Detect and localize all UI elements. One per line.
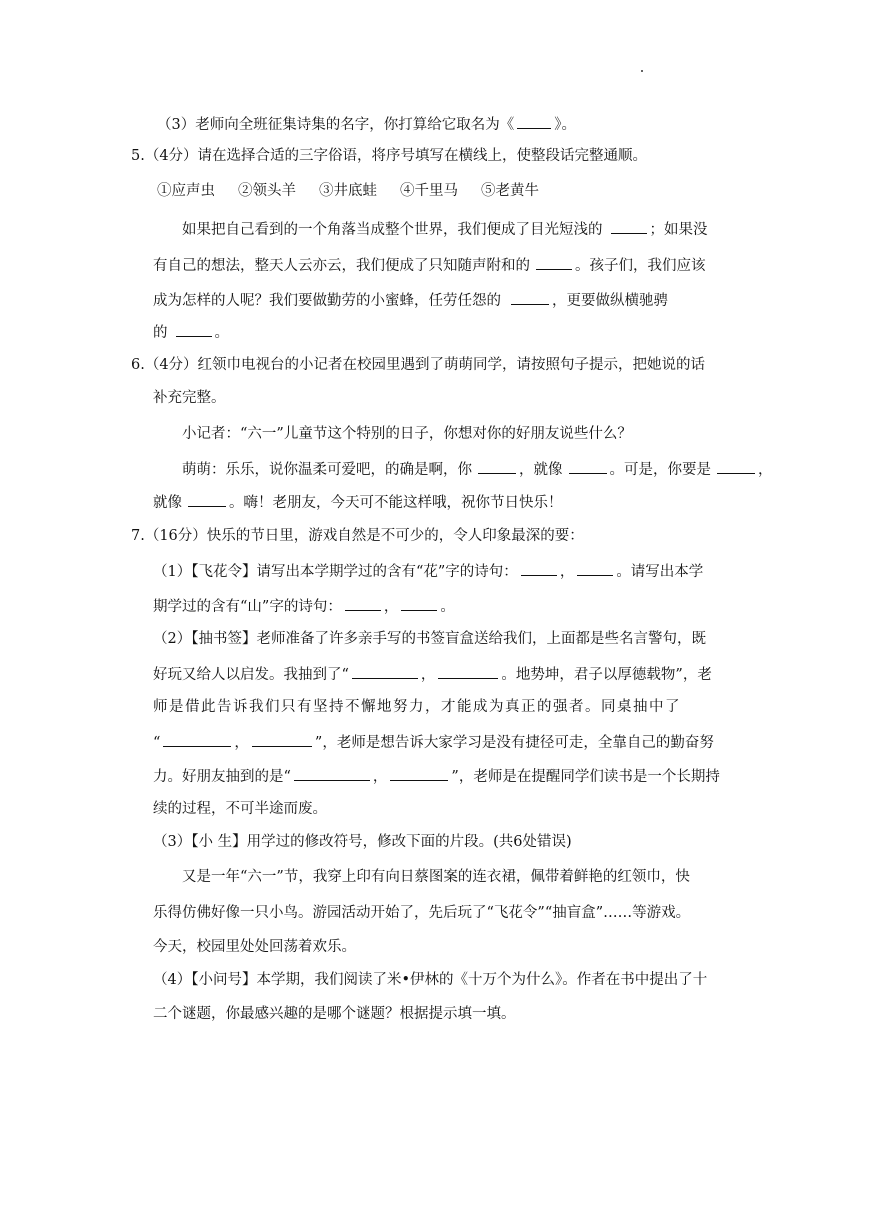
q6-stem-line2: 补充完整。	[153, 390, 226, 406]
q7-part4-line1: （4）【小问号】本学期，我们阅读了米•伊林的《十万个为什么》。作者在书中提出了十	[153, 972, 708, 988]
answer-blank[interactable]	[517, 114, 551, 129]
q7-part2-line6: 续的过程，不可半途而废。	[153, 801, 327, 817]
q7-part2-line2: 好玩又给人以启发。我抽到了“ ， 。地势坤，君子以厚德载物”，老	[153, 664, 712, 685]
q7-part3-heading: （3）【小 生】用学过的修改符号，修改下面的片段。(共6处错误)	[153, 834, 572, 850]
q6-stem-line1: 6.（4分）红领巾电视台的小记者在校园里遇到了萌萌同学，请按照句子提示，把她说的话	[131, 357, 706, 373]
q6-mengmeng-line1: 萌萌：乐乐，说你温柔可爱吧，的确是啊，你 ，就像 。可是，你要是 ，	[182, 459, 773, 480]
q5-para-line2: 有自己的想法，整天人云亦云，我们便成了只知随声附和的 。孩子们，我们应该	[153, 255, 706, 276]
option-4: ④千里马	[400, 183, 458, 199]
answer-blank[interactable]	[569, 459, 607, 474]
q7-part3-text-line1: 又是一年“六一”节，我穿上印有向日蔡图案的连衣裙，佩带着鲜艳的红领巾，快	[182, 869, 690, 885]
option-2: ②领头羊	[238, 183, 296, 199]
answer-blank[interactable]	[252, 732, 312, 747]
q7-part1-line2: 期学过的含有“山”字的诗句： ， 。	[153, 596, 455, 617]
q7-stem: 7.（16分）快乐的节日里，游戏自然是不可少的，令人印象最深的要：	[131, 528, 584, 544]
option-5: ⑤老黄牛	[481, 183, 539, 199]
answer-blank[interactable]	[577, 561, 613, 576]
answer-blank[interactable]	[163, 732, 231, 747]
corner-mark	[641, 70, 643, 72]
q7-part2-line4: “ ， ”，老师是想告诉大家学习是没有捷径可走，全靠自己的勤奋努	[153, 732, 714, 753]
q5-para-line3: 成为怎样的人呢？我们要做勤劳的小蜜蜂，任劳任怨的 ，更要做纵横驰骋	[153, 290, 668, 311]
answer-blank[interactable]	[511, 290, 549, 305]
q4-part3: （3）老师向全班征集诗集的名字，你打算给它取名为《 》。	[157, 114, 576, 135]
q7-part1-line1: （1）【飞花令】请写出本学期学过的含有“花”字的诗句： ， 。请写出本学	[153, 561, 703, 582]
q5-options	[157, 181, 562, 201]
answer-blank[interactable]	[717, 459, 755, 474]
q7-part2-line1: （2）【抽书签】老师准备了许多亲手写的书签盲盒送给我们，上面都是些名言警句，既	[153, 631, 706, 647]
q6-mengmeng-line2: 就像 。嗨！老朋友，今天可不能这样哦，祝你节日快乐！	[153, 492, 563, 513]
q7-part2-line3: 师是借此告诉我们只有坚持不懈地努力，才能成为真正的强者。同桌抽中了	[153, 699, 681, 715]
answer-blank[interactable]	[521, 561, 557, 576]
answer-blank[interactable]	[438, 664, 498, 679]
q5-stem: 5.（4分）请在选择合适的三字俗语，将序号填写在横线上，使整段话完整通顺。	[131, 148, 648, 164]
q5-para-line1: 如果把自己看到的一个角落当成整个世界，我们便成了目光短浅的 ；如果没	[182, 219, 708, 240]
answer-blank[interactable]	[294, 766, 370, 781]
q5-para-line4: 的 。	[153, 322, 229, 343]
answer-blank[interactable]	[345, 596, 381, 611]
answer-blank[interactable]	[352, 664, 418, 679]
option-3: ③井底蛙	[319, 183, 377, 199]
q7-part3-text-line2: 乐得仿佛好像一只小鸟。游园活动开始了，先后玩了“飞花令”“抽盲盒”……等游戏。	[153, 905, 691, 921]
answer-blank[interactable]	[536, 255, 572, 270]
answer-blank[interactable]	[401, 596, 437, 611]
answer-blank[interactable]	[188, 492, 226, 507]
q7-part2-line5: 力。好朋友抽到的是“ ， ”，老师是在提醒同学们读书是一个长期持	[153, 766, 720, 787]
answer-blank[interactable]	[611, 219, 647, 234]
q6-reporter: 小记者：“六一”儿童节这个特别的日子，你想对你的好朋友说些什么？	[182, 426, 632, 442]
answer-blank[interactable]	[478, 459, 516, 474]
q7-part4-line2: 二个谜题，你最感兴趣的是哪个谜题？根据提示填一填。	[153, 1006, 516, 1022]
q7-part3-text-line3: 今天，校园里处处回荡着欢乐。	[153, 939, 356, 955]
option-1: ①应声虫	[157, 183, 215, 199]
answer-blank[interactable]	[390, 766, 448, 781]
answer-blank[interactable]	[176, 322, 212, 337]
